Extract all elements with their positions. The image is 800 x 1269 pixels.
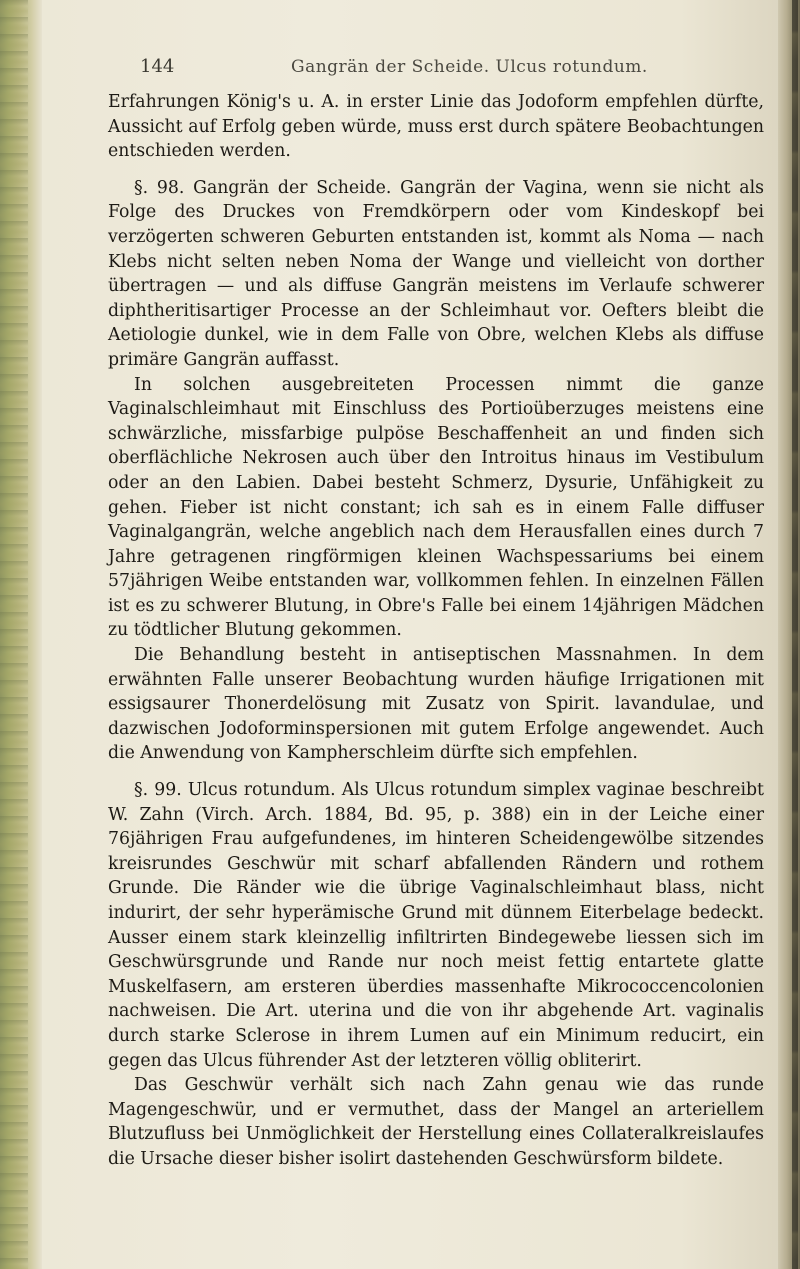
running-title: Gangrän der Scheide. Ulcus rotundum. (291, 57, 648, 77)
page-right-edge (778, 0, 800, 1269)
paragraph-treatment: Die Behandlung besteht in antiseptischen Massnahmen. In dem erwähnten Falle unserer Beobachtung wurden häufige Irrigationen mit essigsaurer Thonerdelösung mit Zusatz von Spirit. lavandulae, und dazwischen Jodoforminspersionen mit gutem Erfolge angewendet. Auch die Anwendung von Kampherschleim dürfte sich empfehlen. (108, 645, 764, 764)
paragraph-continuation: Erfahrungen König's u. A. in erster Linie das Jodoform empfehlen dürfte, Aussicht auf Erfolg geben würde, muss erst durch spätere Beobachtungen entschieden werden. (108, 92, 764, 162)
paragraph-ulcus-conclusion: Das Geschwür verhält sich nach Zahn genau wie das runde Magengeschwür, und er vermuthet, dass der Mangel an arteriellem Blutzufluss bei Unmöglichkeit der Herstellung eines Collateralkreislaufes die Ursache dieser bisher isolirt dastehenden Geschwürsform bildete. (108, 1075, 764, 1169)
body-text (108, 90, 764, 1172)
paragraph-section-99: §. 99. Ulcus rotundum. Als Ulcus rotundum simplex vaginae beschreibt W. Zahn (Virch. Arch. 1884, Bd. 95, p. 388) ein in der Leiche einer 76jährigen Frau aufgefundenes, im hinteren Scheidengewölbe sitzendes kreisrundes Geschwür mit scharf abfallenden Rändern und rothem Grunde. Die Ränder wie die übrige Vaginalschleimhaut blass, nicht indurirt, der sehr hyperämische Grund mit dünnem Eiterbelage bedeckt. Ausser einem stark kleinzellig infiltrirten Bindegewebe liessen sich im Geschwürsgrunde und Rande nur noch meist fettig entartete glatte Muskelfasern, am ersteren überdies massenhafte Mikrococcencolonien nachweisen. Die Art. uterina und die von ihr abgehende Art. vaginalis durch starke Sclerose in ihrem Lumen auf ein Minimum reducirt, ein gegen das Ulcus führender Ast der letzteren völlig obliterirt. (108, 780, 764, 1071)
paragraph-gangrene-symptoms: In solchen ausgebreiteten Processen nimmt die ganze Vaginalschleimhaut mit Einschluss des Portioüberzuges meistens eine schwärzliche, missfarbige pulpöse Beschaffenheit an und finden sich oberflächliche Nekrosen auch über den Introitus hinaus im Vestibulum oder an den Labien. Dabei besteht Schmerz, Dysurie, Unfähigkeit zu gehen. Fieber ist nicht constant; ich sah es in einem Falle diffuser Vaginalgangrän, welche angeblich nach dem Herausfallen eines durch 7 Jahre getragenen ringförmigen kleinen Wachspessariums bei einem 57jährigen Weibe entstanden war, vollkommen fehlen. In einzelnen Fällen ist es zu schwerer Blutung, in Obre's Falle bei einem 14jährigen Mädchen zu tödtlicher Blutung gekommen. (108, 374, 764, 641)
page-number: 144 (140, 56, 175, 77)
running-head (100, 56, 780, 86)
paragraph-section-98: §. 98. Gangrän der Scheide. Gangrän der Vagina, wenn sie nicht als Folge des Druckes von Fremdkörpern oder vom Kindeskopf bei verzögerten schweren Geburten entstanden ist, kommt als Noma — nach Klebs nicht selten neben Noma der Wange und vielleicht von dorther übertragen — und als diffuse Gangrän meistens im Verlaufe schwerer diphtheritisartiger Processe an der Schleimhaut vor. Oefters bleibt die Aetiologie dunkel, wie in dem Falle von Obre, welchen Klebs als diffuse primäre Gangrän auffasst. (108, 177, 764, 370)
page-left-edge (0, 0, 42, 1269)
